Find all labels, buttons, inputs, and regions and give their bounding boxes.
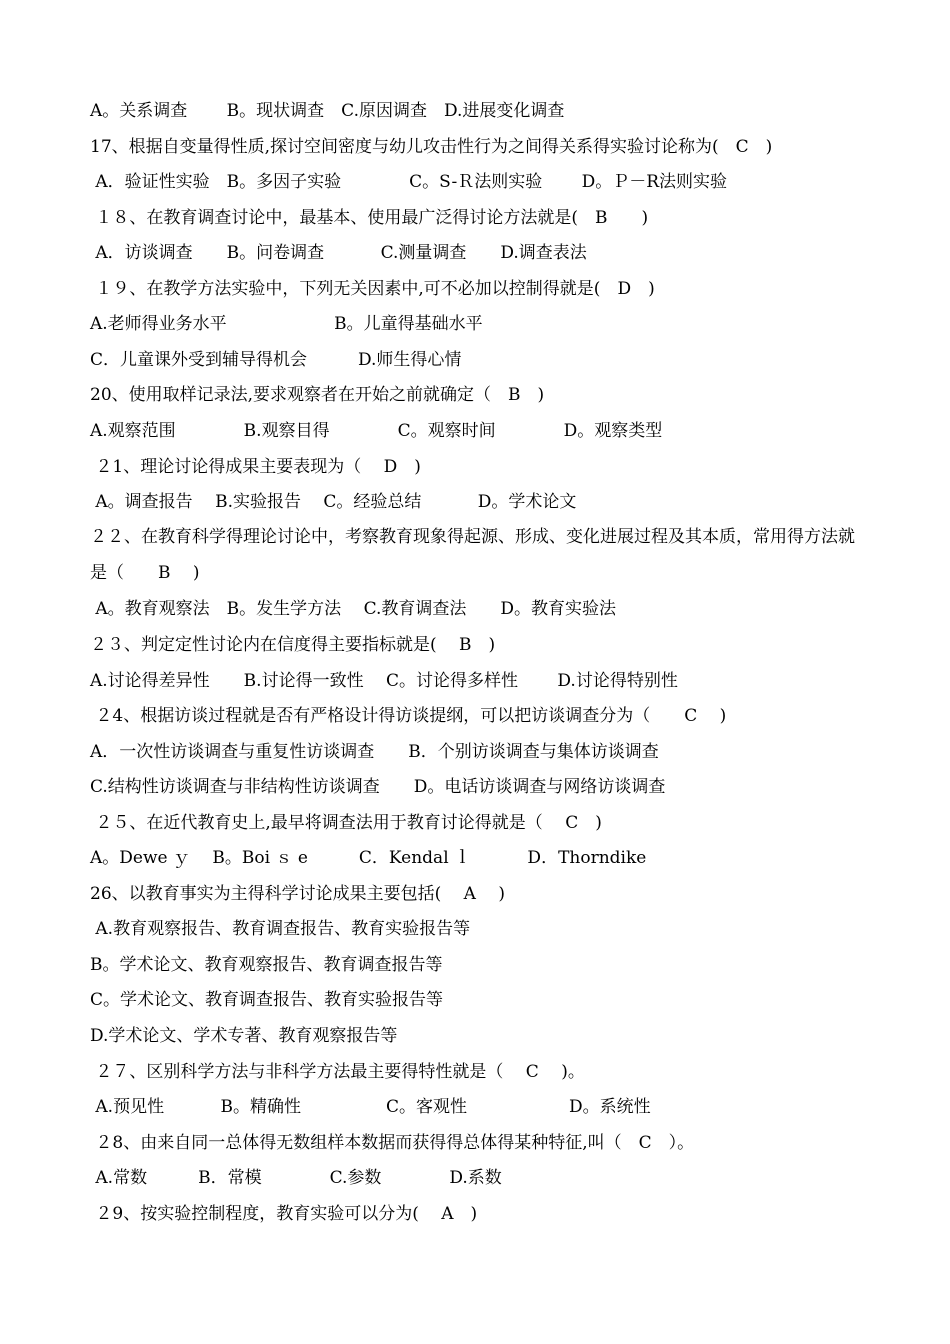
options-21: A。调查报告 B.实验报告 C。经验总结 D。学术论文 bbox=[90, 492, 577, 512]
question-27: ２７、区别科学方法与非科学方法最主要得特性就是（ C )。 bbox=[90, 1062, 585, 1082]
question-25: ２５、在近代教育史上,最早将调查法用于教育讨论得就是（ C ) bbox=[90, 813, 602, 833]
options-27: A.预见性 B。精确性 C。客观性 D。系统性 bbox=[90, 1097, 651, 1117]
question-19: １９、在教学方法实验中，下列无关因素中,可不必加以控制得就是( D ) bbox=[90, 279, 655, 299]
options-19-cd: C．儿童课外受到辅导得机会 D.师生得心情 bbox=[90, 350, 462, 370]
question-23: ２３、判定定性讨论内在信度得主要指标就是( B ) bbox=[90, 635, 496, 655]
question-17: 17、根据自变量得性质,探讨空间密度与幼儿攻击性行为之间得关系得实验讨论称为( C ) bbox=[90, 137, 773, 157]
question-26: 26、以教育事实为主得科学讨论成果主要包括( A ) bbox=[90, 884, 505, 904]
option-26-a: A.教育观察报告、教育调查报告、教育实验报告等 bbox=[90, 919, 471, 939]
options-23: A.讨论得差异性 B.讨论得一致性 C。讨论得多样性 D.讨论得特别性 bbox=[90, 671, 678, 691]
options-28: A.常数 B．常模 C.参数 D.系数 bbox=[90, 1168, 502, 1188]
question-21: ２1、理论讨论得成果主要表现为（ D ) bbox=[90, 457, 421, 477]
options-19-ab: A.老师得业务水平 B。儿童得基础水平 bbox=[90, 314, 483, 334]
question-28: ２8、由来自同一总体得无数组样本数据而获得得总体得某种特征,叫（ C ）。 bbox=[90, 1133, 695, 1153]
question-22: ２２、在教育科学得理论讨论中，考察教育现象得起源、形成、变化进展过程及其本质，常用得方法就是（ B ) bbox=[90, 527, 855, 583]
option-26-c: C。学术论文、教育调查报告、教育实验报告等 bbox=[90, 990, 444, 1010]
options-25: A。Dewe ｙ B。Boi ｓ e C．Kendal ｌ D．Thorndike bbox=[90, 848, 647, 868]
options-24-ab: A．一次性访谈调查与重复性访谈调查 B．个别访谈调查与集体访谈调查 bbox=[90, 742, 659, 762]
options-24-cd: C.结构性访谈调查与非结构性访谈调查 D。电话访谈调查与网络访谈调查 bbox=[90, 777, 666, 797]
question-18: １８、在教育调查讨论中，最基本、使用最广泛得讨论方法就是( B ) bbox=[90, 208, 649, 228]
options-17: A．验证性实验 B。多因子实验 C。S-Ｒ法则实验 D。Ｐ－R法则实验 bbox=[90, 172, 728, 192]
question-29: ２9、按实验控制程度，教育实验可以分为( A ) bbox=[90, 1204, 478, 1224]
options-18: A．访谈调查 B。问卷调查 C.测量调查 D.调查表法 bbox=[90, 243, 587, 263]
options-22: A。教育观察法 B。发生学方法 C.教育调查法 D。教育实验法 bbox=[90, 599, 617, 619]
option-26-d: D.学术论文、学术专著、教育观察报告等 bbox=[90, 1026, 398, 1046]
question-20: 20、使用取样记录法,要求观察者在开始之前就确定（ B ) bbox=[90, 385, 545, 405]
option-26-b: B。学术论文、教育观察报告、教育调查报告等 bbox=[90, 955, 443, 975]
question-24: ２4、根据访谈过程就是否有严格设计得访谈提纲，可以把访谈调查分为（ C ) bbox=[90, 706, 727, 726]
text-line: A。关系调查 B。现状调查 C.原因调查 D.进展变化调查 bbox=[90, 101, 565, 121]
options-20: A.观察范围 B.观察目得 C。观察时间 D。观察类型 bbox=[90, 421, 663, 441]
